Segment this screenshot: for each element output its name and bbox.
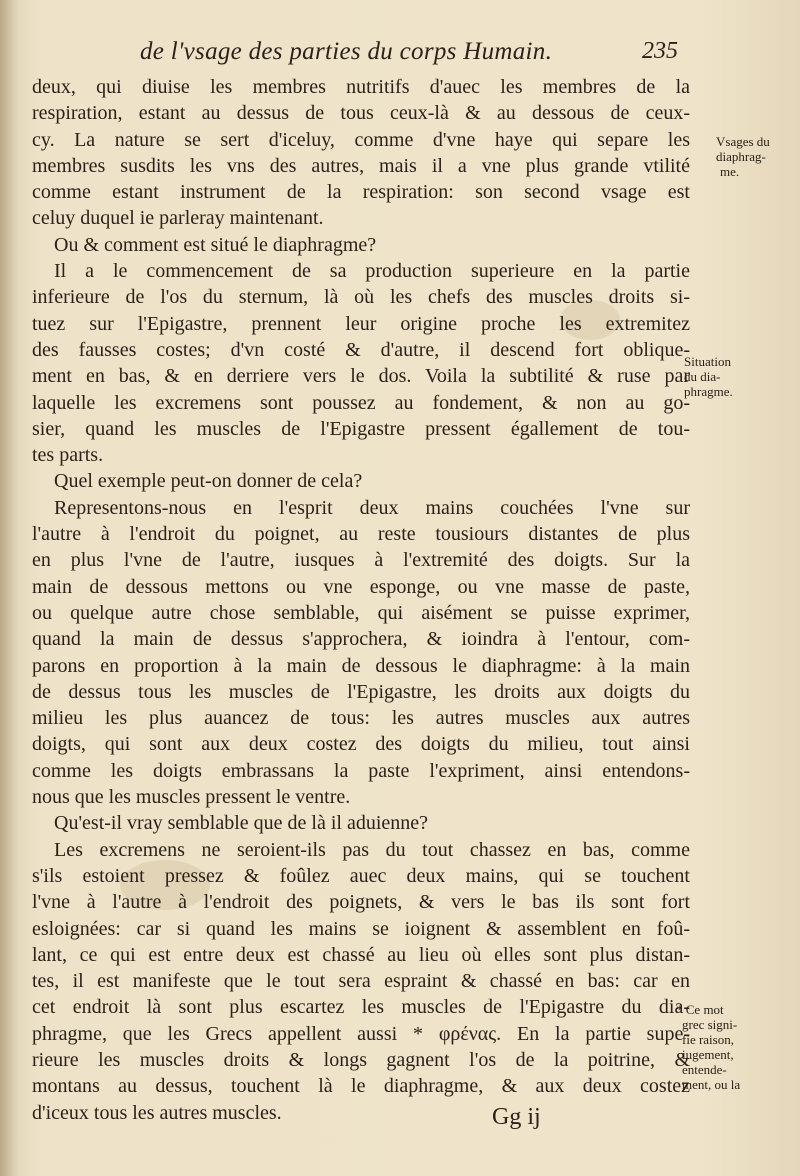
text-line: Il a le commencement de sa production superieure en la partie xyxy=(54,260,690,283)
text-line: milieu les plus auancez de tous: les autres muscles aux autres xyxy=(32,707,690,730)
text-line: laquelle les excremens sont poussez au fondement, & non au go- xyxy=(32,391,690,414)
text-line: ou quelque autre chose semblable, qui aisément se puisse exprimer, xyxy=(32,601,690,624)
main-text-block xyxy=(32,74,690,1126)
text-line: en plus l'vne de l'autre, iusques à l'extremité des doigts. Sur la xyxy=(32,549,690,572)
text-line: tuez sur l'Epigastre, prennent leur origine proche les extremitez xyxy=(32,312,690,335)
text-line: cy. La nature se sert d'iceluy, comme d'vne haye qui separe les xyxy=(32,128,690,151)
text-line: ment en bas, & en derriere vers le dos. Voila la subtilité & ruse par xyxy=(32,365,690,388)
text-line: l'autre à l'endroit du poignet, au reste tousiours distantes de plus xyxy=(32,523,690,546)
margin-note-line: iugement, xyxy=(682,1047,734,1062)
text-line: cet endroit là sont plus escartez les muscles de l'Epigastre du dia- xyxy=(32,996,690,1019)
margin-note-line: grec signi- xyxy=(682,1017,738,1032)
text-line: membres susdits les vns des autres, mais il a vne plus grande vtilité xyxy=(32,154,690,177)
page-number: 235 xyxy=(642,38,678,64)
text-line: des fausses costes; d'vn costé & d'autre, il descend fort oblique- xyxy=(32,338,690,361)
text-line: quand la main de dessus s'approchera, & ioindra à l'entour, com- xyxy=(32,628,690,651)
margin-note-greek-word xyxy=(676,1002,796,1092)
text-line: l'vne à l'autre à l'endroit des poignets, & vers le bas ils sont fort xyxy=(32,891,690,914)
text-line: nous que les muscles pressent le ventre. xyxy=(32,786,351,809)
margin-note-usages xyxy=(716,134,796,179)
text-line: s'ils estoient pressez & foûlez auec deux mains, qui se touchent xyxy=(32,864,690,887)
margin-note-line: fie raison, xyxy=(682,1032,734,1047)
text-line: montans au dessus, touchent là le diaphragme, & aux deux costez xyxy=(32,1075,690,1098)
signature-mark: Gg ij xyxy=(492,1104,541,1130)
margin-note-line: diaphrag- xyxy=(716,149,766,164)
text-line: comme les doigts embrassans la paste l'expriment, ainsi entendons- xyxy=(32,759,690,782)
text-line: deux, qui diuise les membres nutritifs d'auec les membres de la xyxy=(32,76,690,98)
text-line: rieure les muscles droits & longs gagnent l'os de la poitrine, & xyxy=(32,1048,690,1071)
page-spine-shadow xyxy=(0,0,18,1176)
question-heading: Quel exemple peut-on donner de cela? xyxy=(54,470,363,493)
text-line: de dessus tous les muscles de l'Epigastre, les droits aux doigts du xyxy=(32,680,690,703)
margin-note-situation xyxy=(684,354,764,399)
question-heading: Ou & comment est situé le diaphragme? xyxy=(54,233,377,256)
margin-note-line: me. xyxy=(720,164,740,179)
text-line: tes parts. xyxy=(32,444,104,467)
text-line: esloignées: car si quand les mains se ioignent & assemblent en foû- xyxy=(32,917,690,940)
margin-note-line: ment, ou la xyxy=(682,1077,741,1092)
text-line: d'iceux tous les autres muscles. xyxy=(32,1101,282,1124)
text-line: phragme, que les Grecs appellent aussi * φρένας. En la partie supe- xyxy=(32,1022,690,1045)
text-line: doigts, qui sont aux deux costez des doigts du milieu, tout ainsi xyxy=(32,733,690,756)
text-line: inferieure de l'os du sternum, là où les chefs des muscles droits si- xyxy=(32,286,690,309)
text-line: main de dessous mettons ou vne esponge, ou vne masse de paste, xyxy=(32,575,690,598)
text-line: lant, ce qui est entre deux est chassé au lieu où elles sont plus distan- xyxy=(32,943,690,966)
text-line: celuy duquel ie parleray maintenant. xyxy=(32,207,324,230)
text-line: comme estant instrument de la respiration: son second vsage est xyxy=(32,181,690,204)
text-line: Representons-nous en l'esprit deux mains couchées l'vne sur xyxy=(54,496,690,519)
text-line: tes, il est manifeste que le tout sera espraint & chassé en bas: car en xyxy=(32,970,690,993)
text-line: sier, quand les muscles de l'Epigastre pressent égallement de tou- xyxy=(32,417,690,440)
question-heading: Qu'est-il vray semblable que de là il aduienne? xyxy=(54,812,429,835)
text-line: respiration, estant au dessus de tous ceux-là & au dessous de ceux- xyxy=(32,102,690,125)
text-line: parons en proportion à la main de dessous le diaphragme: à la main xyxy=(32,654,690,677)
text-line: Les excremens ne seroient-ils pas du tout chassez en bas, comme xyxy=(54,838,690,861)
margin-note-line: * Ce mot xyxy=(676,1002,724,1017)
margin-note-line: Vsages du xyxy=(716,134,770,149)
margin-note-line: phragme. xyxy=(684,384,733,399)
margin-note-line: entende- xyxy=(682,1062,727,1077)
margin-note-line: Situation xyxy=(684,354,731,369)
running-title: de l'vsage des parties du corps Humain. xyxy=(140,38,553,65)
margin-note-line: du dia- xyxy=(684,369,721,384)
